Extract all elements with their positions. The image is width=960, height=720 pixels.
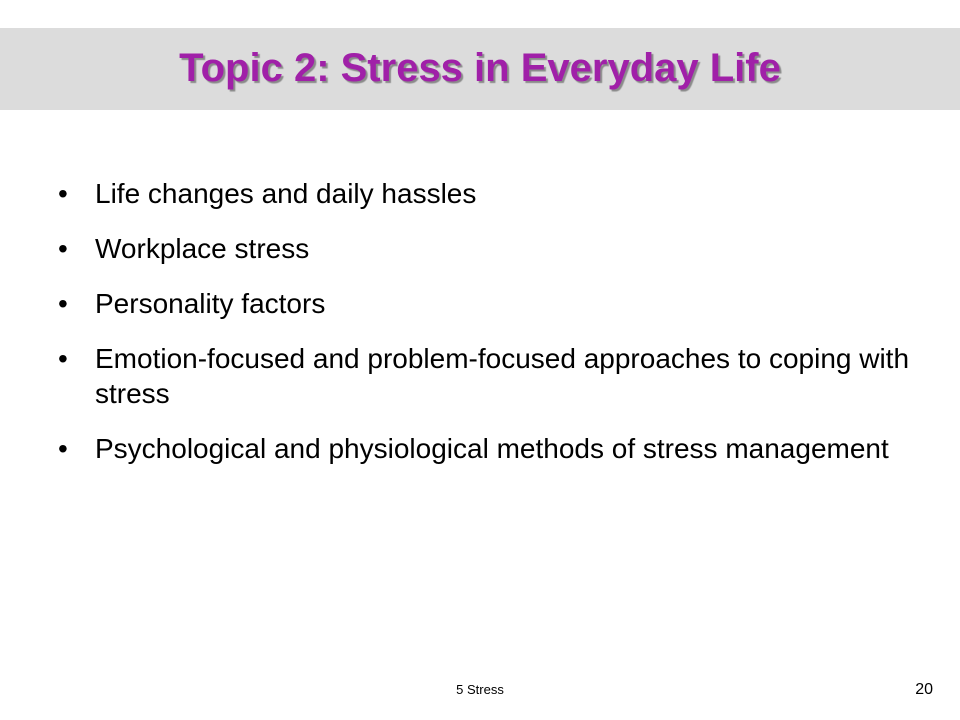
bullet-item [58,231,918,266]
bullet-icon: • [58,288,68,319]
bullet-list [58,176,918,486]
bullet-icon: • [58,233,68,264]
bullet-icon: • [58,178,68,209]
bullet-item [58,286,918,321]
bullet-item [58,431,918,466]
bullet-text: Personality factors [95,288,326,319]
bullet-text: Life changes and daily hassles [95,178,477,209]
footer-label: 5 Stress [456,682,504,697]
bullet-text: Emotion-focused and problem-focused approaches to coping with stress [95,343,910,409]
bullet-icon: • [58,433,68,464]
page-number: 20 [915,681,933,698]
slide-title: Topic 2: Stress in Everyday Life [179,46,781,90]
bullet-item [58,341,918,411]
bullet-text: Workplace stress [95,233,310,264]
bullet-text: Psychological and physiological methods of stress management [95,433,889,464]
bullet-icon: • [58,343,68,374]
bullet-item [58,176,918,211]
